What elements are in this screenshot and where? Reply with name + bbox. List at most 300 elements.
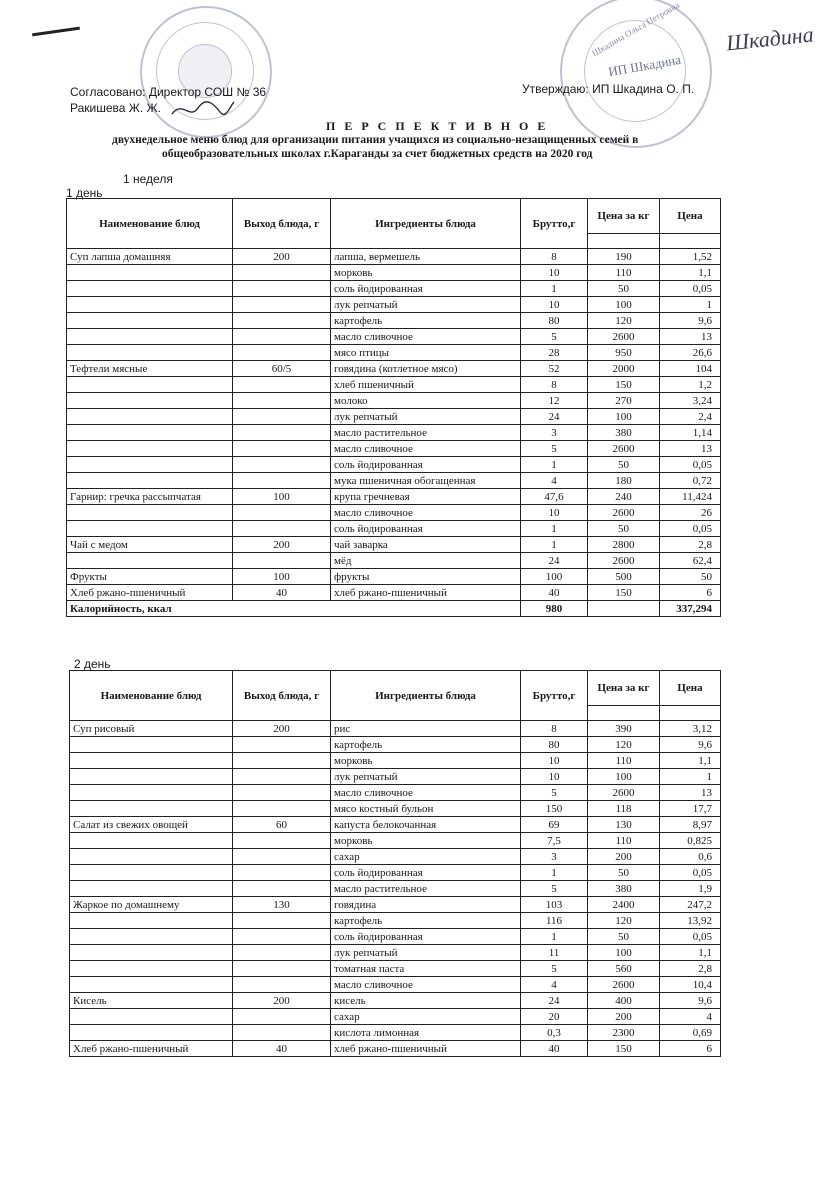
cell-gross: 69 [521,817,588,833]
cell-price-kg: 50 [588,281,660,297]
agreed-name: Ракишева Ж. Ж. [70,101,161,115]
cell-gross: 10 [521,297,588,313]
cell-output [233,425,331,441]
cell-dish [70,881,233,897]
cell-output: 200 [233,537,331,553]
cell-dish: Фрукты [67,569,233,585]
cell-output [233,1025,331,1041]
cell-output [233,393,331,409]
cell-dish [67,457,233,473]
cell-price-kg: 200 [588,849,660,865]
cell-output [233,737,331,753]
day2-label: 2 день [74,657,111,671]
cell-output: 40 [233,585,331,601]
week-label: 1 неделя [123,172,173,186]
col-price-header: Цена [660,199,721,234]
entrepreneur-seal-center: ИП Шкадина [607,51,682,80]
cell-price-kg: 200 [588,1009,660,1025]
cell-price: 6 [660,1041,721,1057]
cell-price: 1,14 [660,425,721,441]
cell-price-kg: 190 [588,249,660,265]
cell-price: 0,6 [660,849,721,865]
table-row [70,897,721,913]
cell-output: 130 [233,897,331,913]
table-row [70,833,721,849]
cell-price: 1,1 [660,753,721,769]
cell-gross: 52 [521,361,588,377]
cell-output: 60/5 [233,361,331,377]
document-subtitle-2: общеобразовательных школах г.Караганды за счет бюджетных средств на 2020 год [162,148,593,160]
cell-ingredient: морковь [331,753,521,769]
cell-output [233,313,331,329]
cell-price-kg: 2600 [588,553,660,569]
cell-dish [67,377,233,393]
cell-price-kg: 2400 [588,897,660,913]
cell-ingredient: лук репчатый [331,945,521,961]
cell-ingredient: масло сливочное [331,977,521,993]
cell-price: 6 [660,585,721,601]
cell-dish [67,473,233,489]
cell-price-kg: 2600 [588,441,660,457]
cell-price: 8,97 [660,817,721,833]
cell-price: 1,1 [660,945,721,961]
table-row [67,329,721,345]
cell-output [233,409,331,425]
cell-ingredient: лапша, вермешель [331,249,521,265]
cell-dish [70,913,233,929]
cell-ingredient: крупа гречневая [331,489,521,505]
table-row [67,521,721,537]
cell-dish: Салат из свежих овощей [70,817,233,833]
cell-price-kg: 120 [588,913,660,929]
cell-ingredient: лук репчатый [331,297,521,313]
cell-dish [70,769,233,785]
cell-output [233,457,331,473]
table-row [70,945,721,961]
cell-output [233,849,331,865]
cell-dish [67,425,233,441]
cell-price: 26 [660,505,721,521]
cell-price-kg: 2600 [588,505,660,521]
cell-price: 0,05 [660,457,721,473]
day1-label: 1 день [66,186,103,200]
table-row [70,993,721,1009]
cell-dish [67,393,233,409]
cell-dish [67,297,233,313]
cell-price: 2,4 [660,409,721,425]
cell-ingredient: картофель [331,313,521,329]
cell-gross: 12 [521,393,588,409]
cell-dish [70,945,233,961]
cell-dish: Хлеб ржано-пшеничный [70,1041,233,1057]
cell-ingredient: кисель [331,993,521,1009]
cell-output: 200 [233,993,331,1009]
cell-price: 26,6 [660,345,721,361]
cell-ingredient: лук репчатый [331,769,521,785]
cell-gross: 40 [521,585,588,601]
cell-ingredient: соль йодированная [331,457,521,473]
cell-gross: 8 [521,377,588,393]
cell-ingredient: хлеб ржано-пшеничный [331,585,521,601]
cell-gross: 24 [521,993,588,1009]
cell-price-kg: 380 [588,425,660,441]
table-row [67,553,721,569]
calorie-value: 980 [521,601,588,617]
cell-ingredient: масло сливочное [331,785,521,801]
cell-dish [70,929,233,945]
cell-dish [67,521,233,537]
cell-dish [70,1009,233,1025]
cell-dish [67,441,233,457]
cell-ingredient: мясо птицы [331,345,521,361]
cell-ingredient: молоко [331,393,521,409]
cell-gross: 0,3 [521,1025,588,1041]
table-row [70,929,721,945]
cell-output [233,281,331,297]
cell-output [233,785,331,801]
cell-gross: 11 [521,945,588,961]
cell-dish [67,553,233,569]
cell-gross: 1 [521,457,588,473]
col-gross-header: Брутто,г [521,671,588,721]
cell-gross: 24 [521,409,588,425]
cell-price: 9,6 [660,993,721,1009]
cell-output: 40 [233,1041,331,1057]
cell-gross: 5 [521,961,588,977]
cell-dish [70,801,233,817]
cell-price-kg: 100 [588,297,660,313]
cell-ingredient: сахар [331,1009,521,1025]
header-spacer [588,706,660,721]
cell-ingredient: соль йодированная [331,929,521,945]
cell-gross: 5 [521,329,588,345]
cell-gross: 20 [521,1009,588,1025]
cell-dish [70,753,233,769]
corner-mark [32,27,80,37]
cell-dish: Хлеб ржано-пшеничный [67,585,233,601]
cell-gross: 8 [521,249,588,265]
cell-dish [67,345,233,361]
cell-gross: 4 [521,977,588,993]
cell-price: 0,72 [660,473,721,489]
table-row [67,585,721,601]
cell-price-kg: 50 [588,929,660,945]
cell-price: 0,05 [660,281,721,297]
cell-dish [70,1025,233,1041]
cell-price: 10,4 [660,977,721,993]
cell-price: 2,8 [660,961,721,977]
cell-price: 13 [660,441,721,457]
table-row [67,489,721,505]
cell-price-kg: 950 [588,345,660,361]
table-row [67,281,721,297]
cell-price-kg: 270 [588,393,660,409]
cell-dish [67,505,233,521]
table-row [67,505,721,521]
cell-gross: 10 [521,505,588,521]
table-row [67,569,721,585]
col-ingredients-header: Ингредиенты блюда [331,671,521,721]
cell-ingredient: сахар [331,849,521,865]
cell-dish [67,281,233,297]
cell-output [233,297,331,313]
table-row [70,1009,721,1025]
cell-price: 9,6 [660,737,721,753]
entrepreneur-seal-sub: Шкадина Ольга Петровна [590,0,682,59]
cell-output [233,913,331,929]
cell-price-kg: 400 [588,993,660,1009]
cell-price-kg: 100 [588,769,660,785]
cell-price-kg: 120 [588,737,660,753]
cell-gross: 5 [521,785,588,801]
cell-gross: 1 [521,281,588,297]
cell-price: 1,52 [660,249,721,265]
cell-gross: 40 [521,1041,588,1057]
table-row [70,801,721,817]
cell-ingredient: лук репчатый [331,409,521,425]
cell-ingredient: масло сливочное [331,441,521,457]
cell-gross: 1 [521,521,588,537]
cell-gross: 4 [521,473,588,489]
table-row [70,1025,721,1041]
cell-price-kg: 2800 [588,537,660,553]
cell-ingredient: картофель [331,737,521,753]
table-row [67,441,721,457]
cell-gross: 1 [521,537,588,553]
table-row [70,977,721,993]
cell-price-kg: 2600 [588,977,660,993]
cell-dish: Суп рисовый [70,721,233,737]
cell-output [233,833,331,849]
cell-price-kg: 50 [588,521,660,537]
table-row [70,721,721,737]
cell-gross: 28 [521,345,588,361]
document-title: П Е Р С П Е К Т И В Н О Е [326,119,549,133]
cell-dish [70,737,233,753]
table-row [70,785,721,801]
cell-dish: Гарнир: гречка рассыпчатая [67,489,233,505]
cell-gross: 1 [521,865,588,881]
cell-gross: 103 [521,897,588,913]
cell-price: 4 [660,1009,721,1025]
cell-ingredient: масло сливочное [331,329,521,345]
agreed-line: Согласовано: Директор СОШ № 36 [70,85,267,99]
cell-output [233,1009,331,1025]
cell-price: 62,4 [660,553,721,569]
cell-price-kg: 100 [588,945,660,961]
document-subtitle-1: двухнедельное меню блюд для организации питания учащихся из социально-незащищенных семей в [112,134,639,146]
cell-price: 3,24 [660,393,721,409]
cell-price-kg: 130 [588,817,660,833]
cell-dish [67,265,233,281]
col-pricekg-header: Цена за кг [588,199,660,234]
day1-menu-table [66,198,721,617]
cell-gross: 5 [521,881,588,897]
cell-dish [67,329,233,345]
cell-price: 1,2 [660,377,721,393]
cell-price: 0,05 [660,521,721,537]
cell-ingredient: масло растительное [331,425,521,441]
col-ingredients-header: Ингредиенты блюда [331,199,521,249]
table-row [70,849,721,865]
cell-gross: 10 [521,265,588,281]
cell-dish [70,977,233,993]
cell-gross: 8 [521,721,588,737]
cell-output [233,801,331,817]
total-price: 337,294 [660,601,721,617]
cell-price: 2,8 [660,537,721,553]
cell-ingredient: картофель [331,913,521,929]
col-output-header: Выход блюда, г [233,199,331,249]
table-row [67,249,721,265]
cell-dish [70,785,233,801]
col-pricekg-header: Цена за кг [588,671,660,706]
cell-dish: Чай с медом [67,537,233,553]
cell-ingredient: хлеб пшеничный [331,377,521,393]
header-spacer [660,706,721,721]
cell-price: 3,12 [660,721,721,737]
table-row [70,961,721,977]
cell-gross: 1 [521,929,588,945]
cell-ingredient: морковь [331,265,521,281]
col-dish-header: Наименование блюд [67,199,233,249]
cell-price: 1,9 [660,881,721,897]
cell-price-kg: 110 [588,753,660,769]
cell-price: 50 [660,569,721,585]
table-row [67,393,721,409]
cell-ingredient: чай заварка [331,537,521,553]
cell-price-kg: 2600 [588,329,660,345]
cell-price-kg: 500 [588,569,660,585]
cell-price-kg: 150 [588,377,660,393]
cell-output [233,961,331,977]
cell-output: 100 [233,569,331,585]
cell-ingredient: хлеб ржано-пшеничный [331,1041,521,1057]
cell-output [233,265,331,281]
cell-dish [70,849,233,865]
cell-price-kg: 120 [588,313,660,329]
cell-dish: Суп лапша домашняя [67,249,233,265]
cell-price-kg: 150 [588,585,660,601]
cell-output: 200 [233,249,331,265]
table-row [67,345,721,361]
cell-ingredient: соль йодированная [331,521,521,537]
cell-output [233,553,331,569]
table-row [67,473,721,489]
cell-price-kg: 390 [588,721,660,737]
cell-gross: 80 [521,313,588,329]
director-signature [168,96,238,122]
table-row [70,865,721,881]
cell-output [233,345,331,361]
table-row [70,769,721,785]
cell-output [233,521,331,537]
cell-ingredient: масло сливочное [331,505,521,521]
cell-gross: 7,5 [521,833,588,849]
cell-ingredient: масло растительное [331,881,521,897]
cell-ingredient: фрукты [331,569,521,585]
cell-ingredient: капуста белокочанная [331,817,521,833]
cell-ingredient: мясо костный бульон [331,801,521,817]
cell-output [233,881,331,897]
cell-price: 1,1 [660,265,721,281]
cell-price: 13 [660,785,721,801]
cell-output [233,753,331,769]
cell-ingredient: соль йодированная [331,865,521,881]
cell-output [233,929,331,945]
cell-dish: Кисель [70,993,233,1009]
cell-gross: 116 [521,913,588,929]
calorie-label: Калорийность, ккал [67,601,521,617]
cell-gross: 24 [521,553,588,569]
cell-price-kg: 380 [588,881,660,897]
col-dish-header: Наименование блюд [70,671,233,721]
col-output-header: Выход блюда, г [233,671,331,721]
table-row [70,913,721,929]
cell-dish [70,961,233,977]
cell-dish [70,833,233,849]
cell-output [233,505,331,521]
cell-ingredient: кислота лимонная [331,1025,521,1041]
table-row [67,377,721,393]
cell-price: 9,6 [660,313,721,329]
cell-output [233,441,331,457]
cell-price: 104 [660,361,721,377]
cell-price: 0,69 [660,1025,721,1041]
cell-price: 247,2 [660,897,721,913]
cell-gross: 80 [521,737,588,753]
cell-dish [70,865,233,881]
table-row [67,297,721,313]
day2-menu-table [69,670,721,1057]
approved-line: Утверждаю: ИП Шкадина О. П. [522,82,695,96]
cell-price-kg: 150 [588,1041,660,1057]
cell-price-kg: 118 [588,801,660,817]
cell-price-kg: 100 [588,409,660,425]
table-row [70,881,721,897]
cell-output [233,329,331,345]
cell-price: 17,7 [660,801,721,817]
cell-ingredient: мука пшеничная обогащенная [331,473,521,489]
cell-price: 0,825 [660,833,721,849]
cell-price-kg: 2600 [588,785,660,801]
cell-output [233,377,331,393]
table-row [67,537,721,553]
cell-price-kg: 2000 [588,361,660,377]
cell-price-kg: 110 [588,265,660,281]
table-row [67,457,721,473]
cell-output [233,769,331,785]
cell-dish [67,313,233,329]
calorie-row [67,601,721,617]
cell-output [233,865,331,881]
cell-price: 0,05 [660,865,721,881]
cell-ingredient: морковь [331,833,521,849]
cell-gross: 5 [521,441,588,457]
cell-gross: 47,6 [521,489,588,505]
cell-gross: 3 [521,849,588,865]
cell-price-kg: 180 [588,473,660,489]
cell-gross: 150 [521,801,588,817]
cell-price-kg: 240 [588,489,660,505]
cell-dish: Тефтели мясные [67,361,233,377]
header-spacer [660,234,721,249]
calorie-spacer [588,601,660,617]
table-row [70,737,721,753]
signature-right: Шкадина [724,21,815,56]
cell-ingredient: говядина (котлетное мясо) [331,361,521,377]
cell-gross: 100 [521,569,588,585]
